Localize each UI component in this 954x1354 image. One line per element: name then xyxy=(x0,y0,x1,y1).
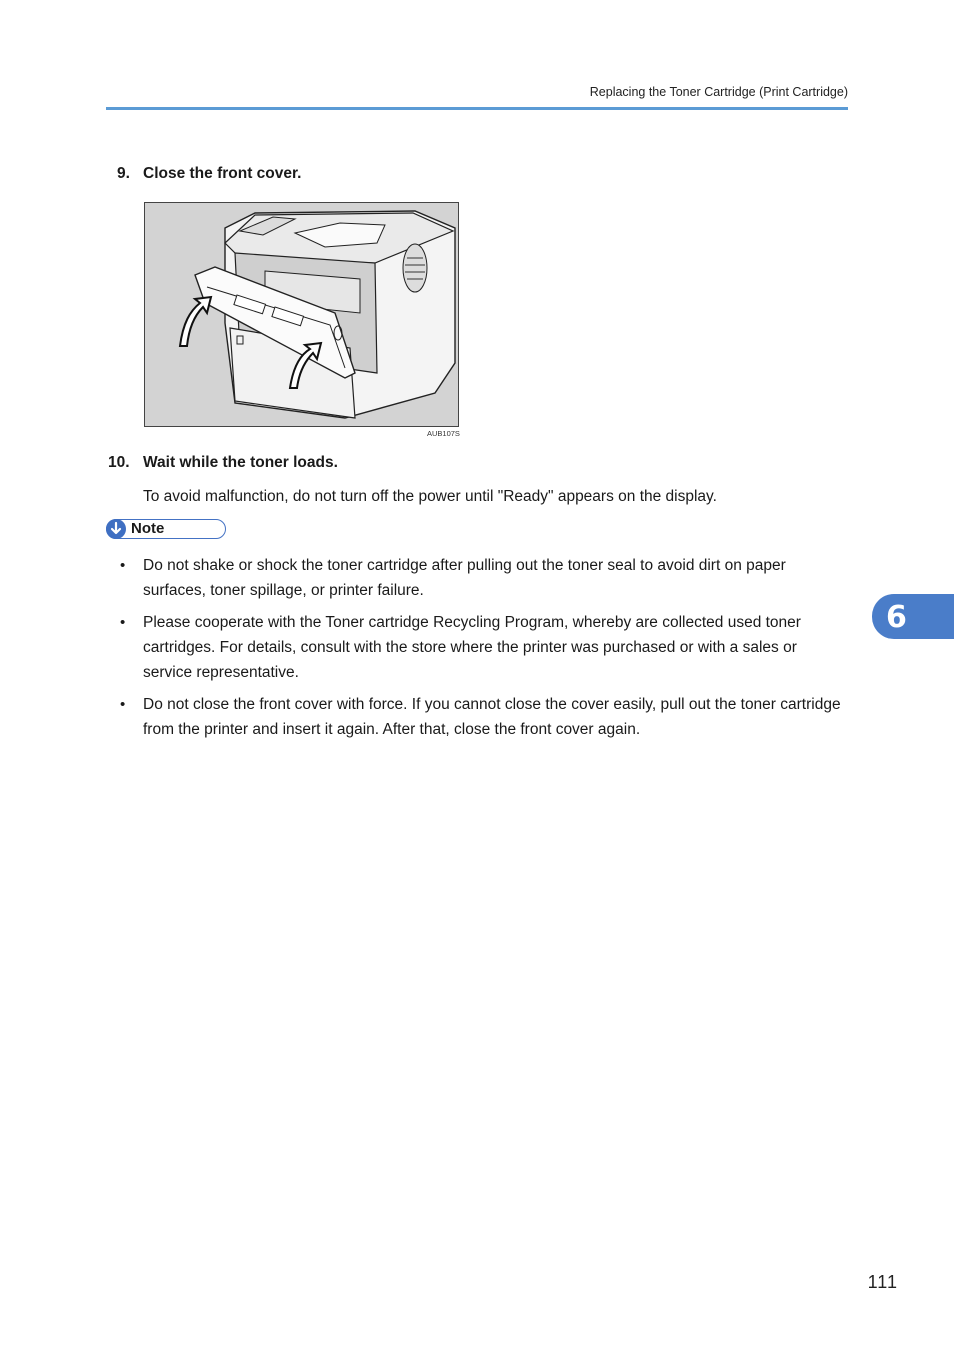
header-rule xyxy=(106,107,848,110)
arrow-down-circle-icon xyxy=(106,519,126,539)
step-10 xyxy=(108,454,338,472)
chapter-number: 6 xyxy=(886,600,907,635)
running-header: Replacing the Toner Cartridge (Print Cartridge) xyxy=(589,85,848,99)
chapter-tab xyxy=(872,594,954,639)
list-item-text: Do not close the front cover with force. If you cannot close the cover easily, pull out the toner cartridge from the printer and insert it again. After that, close the front cover again. xyxy=(143,696,841,738)
printer-illustration xyxy=(144,202,459,427)
bullet-glyph: • xyxy=(120,696,126,713)
note-list xyxy=(120,553,850,749)
step-9 xyxy=(117,165,302,183)
list-item-text: Do not shake or shock the toner cartridge after pulling out the toner seal to avoid dirt on paper surfaces, toner spillage, or printer failure. xyxy=(143,557,786,599)
printer-drawing xyxy=(145,203,458,426)
page-number: 111 xyxy=(867,1272,898,1292)
bullet-glyph: • xyxy=(120,557,126,574)
note-label: Note xyxy=(131,520,165,537)
list-item-text: Please cooperate with the Toner cartridge Recycling Program, whereby are collected used toner cartridges. For details, consult with the store where the printer was purchased or with a sales or service representative. xyxy=(143,614,801,681)
bullet-glyph: • xyxy=(120,614,126,631)
figure-code: AUB107S xyxy=(427,429,460,438)
list-item xyxy=(120,692,850,742)
step-9-number: 9. xyxy=(117,165,130,182)
list-item xyxy=(120,610,850,685)
note-badge xyxy=(106,519,226,539)
step-9-text: Close the front cover. xyxy=(143,165,302,182)
list-item xyxy=(120,553,850,603)
step-10-number: 10. xyxy=(108,454,130,471)
step-10-body: To avoid malfunction, do not turn off the power until "Ready" appears on the display. xyxy=(143,488,717,505)
step-10-text: Wait while the toner loads. xyxy=(143,454,338,471)
